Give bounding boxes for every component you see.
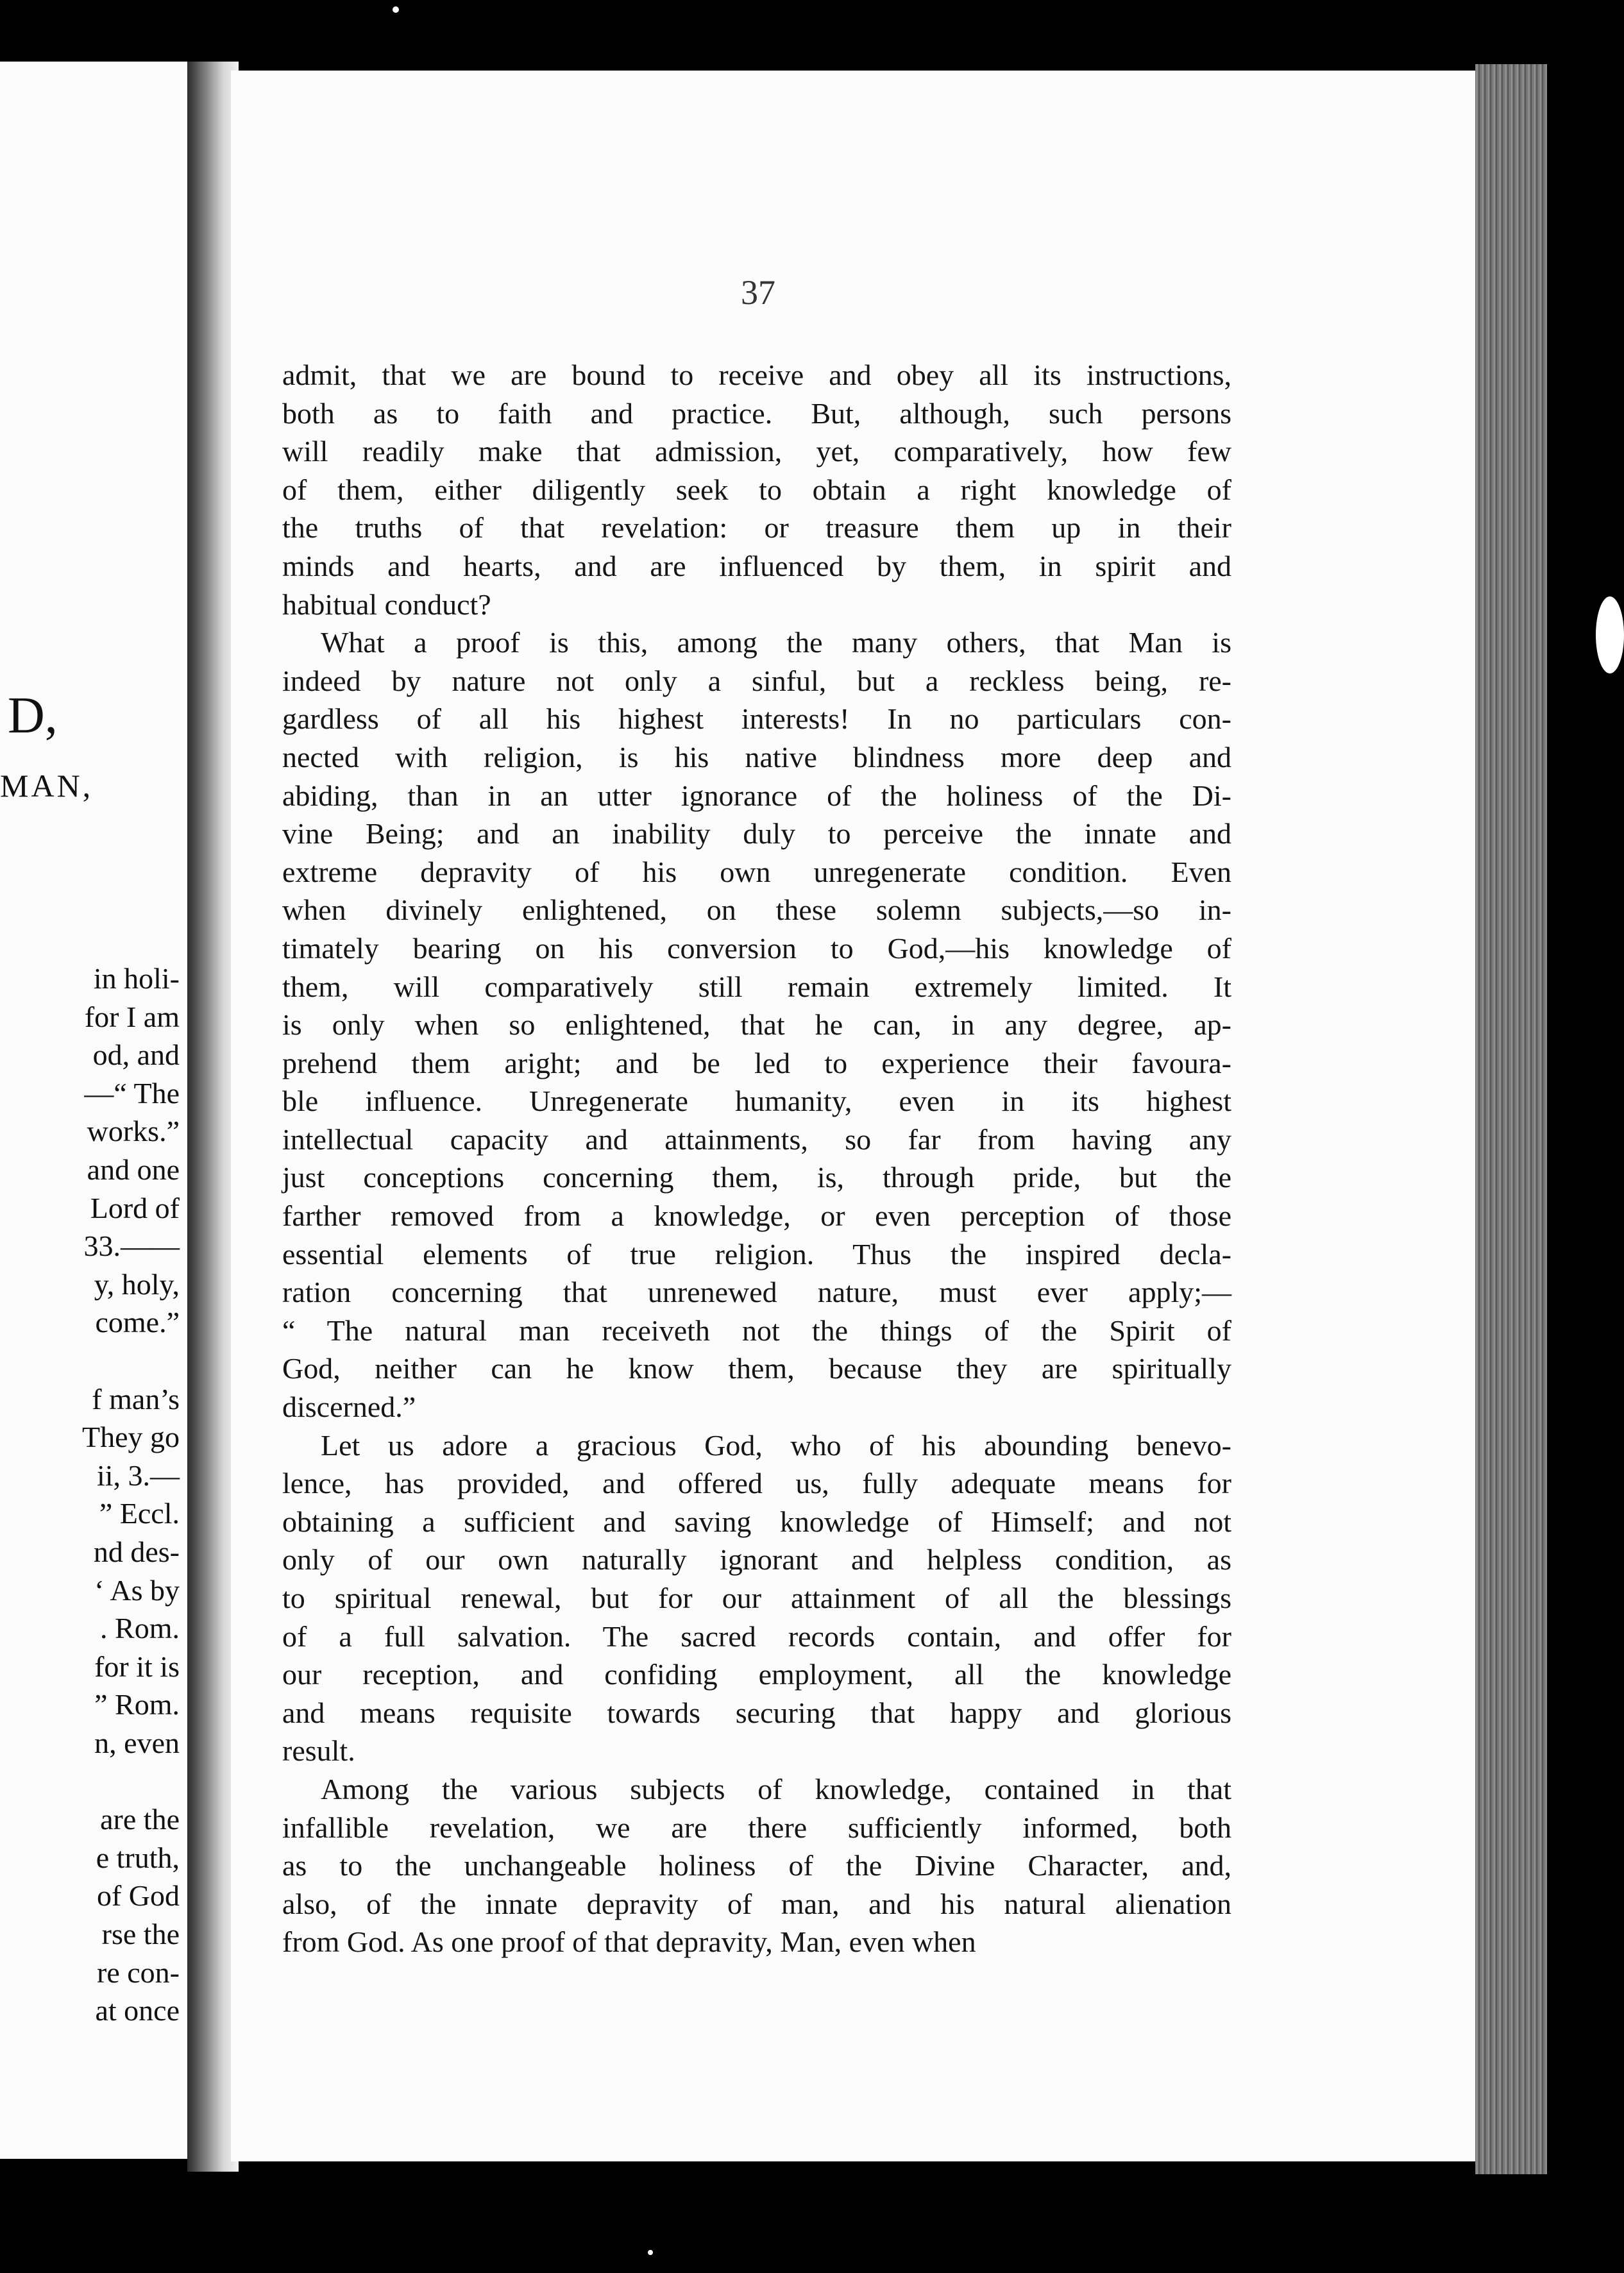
- text-line: is only when so enlightened, that he can, in any degree, ap-: [282, 1008, 1231, 1042]
- text-line: our reception, and confiding employment, all the knowledge: [282, 1658, 1231, 1691]
- text-line: ration concerning that unrenewed nature, must ever apply;—: [282, 1276, 1231, 1309]
- text-line: from God. As one proof of that depravity, Man, even when: [282, 1925, 976, 1959]
- text-line: minds and hearts, and are influenced by them, in spirit and: [282, 549, 1231, 582]
- left-text-fragment: 33.——: [83, 1229, 180, 1263]
- left-text-fragment: n, even: [94, 1727, 180, 1759]
- text-line: infallible revelation, we are there sufficiently informed, both: [282, 1811, 1231, 1844]
- text-line: indeed by nature not only a sinful, but a reckless being, re-: [282, 664, 1231, 697]
- text-line: both as to faith and practice. But, although, such persons: [282, 396, 1231, 430]
- text-line: obtaining a sufficient and saving knowledge of Himself; and not: [282, 1505, 1231, 1538]
- left-subheading-fragment: MAN,: [0, 768, 94, 804]
- text-line: to spiritual renewal, but for our attainment of all the blessings: [282, 1582, 1231, 1614]
- text-line: and means requisite towards securing that happy and glorious: [282, 1696, 1231, 1729]
- text-line: vine Being; and an inability duly to perceive the innate and: [282, 817, 1231, 850]
- text-line: Let us adore a gracious God, who of his abounding benevo-: [321, 1428, 1231, 1462]
- paragraph: [282, 1770, 1231, 1961]
- text-line: them, will comparatively still remain extremely limited. It: [282, 970, 1231, 1003]
- text-line: What a proof is this, among the many others, that Man is: [321, 626, 1231, 659]
- text-line: habitual conduct?: [282, 587, 491, 621]
- left-text-fragment: ii, 3.—: [96, 1458, 180, 1492]
- text-line: will readily make that admission, yet, comparatively, how few: [282, 435, 1231, 468]
- text-line: ble influence. Unregenerate humanity, even in its highest: [282, 1085, 1231, 1118]
- text-line: also, of the innate depravity of man, and his natural alienation: [282, 1887, 1231, 1920]
- text-line: when divinely enlightened, on these solemn subjects,—so in-: [282, 893, 1231, 927]
- left-text-fragment: for I am: [84, 1000, 180, 1033]
- text-line: farther removed from a knowledge, or even perception of those: [282, 1199, 1231, 1233]
- text-line: abiding, than in an utter ignorance of the holiness of the Di-: [282, 779, 1231, 812]
- left-text-fragment: of God: [96, 1879, 180, 1913]
- left-text-fragment: Lord of: [90, 1191, 180, 1224]
- text-line: intellectual capacity and attainments, so far from having any: [282, 1122, 1231, 1156]
- text-line: of a full salvation. The sacred records contain, and offer for: [282, 1619, 1231, 1653]
- text-line: timately bearing on his conversion to God,—his knowledge of: [282, 931, 1231, 965]
- left-text-fragment: —“ The: [84, 1076, 180, 1110]
- left-text-fragment: f man’s: [92, 1382, 180, 1415]
- text-line: “ The natural man receiveth not the things of the Spirit of: [282, 1314, 1231, 1347]
- left-text-fragment: and one: [87, 1153, 180, 1186]
- left-text-fragment: ‘ As by: [94, 1573, 180, 1607]
- left-text-fragment: re con-: [97, 1956, 180, 1989]
- left-text-fragment: ” Eccl.: [99, 1497, 180, 1530]
- page-number: 37: [741, 273, 775, 312]
- text-line: essential elements of true religion. Thus the inspired decla-: [282, 1237, 1231, 1271]
- left-text-fragment: y, holy,: [94, 1267, 180, 1301]
- scan-artifact: [1596, 596, 1624, 673]
- paragraph: [282, 623, 1231, 1426]
- text-line: lence, has provided, and offered us, fully adequate means for: [282, 1467, 1231, 1500]
- text-line: discerned.”: [282, 1390, 416, 1424]
- left-text-fragment: ” Rom.: [94, 1688, 180, 1721]
- left-text-fragment: e truth,: [96, 1841, 180, 1874]
- left-heading-fragment: D,: [8, 688, 58, 744]
- left-text-fragment: rse the: [101, 1918, 180, 1950]
- text-line: result.: [282, 1734, 355, 1768]
- paragraph: [282, 356, 1231, 623]
- text-line: gardless of all his highest interests! In no particulars con-: [282, 702, 1231, 736]
- scan-artifact: [648, 2250, 653, 2255]
- text-line: just conceptions concerning them, is, through pride, but the: [282, 1161, 1231, 1194]
- text-line: the truths of that revelation: or treasure them up in their: [282, 511, 1231, 545]
- left-text-fragment: in holi-: [93, 962, 180, 995]
- left-text-fragment: are the: [100, 1803, 180, 1836]
- left-text-fragment: works.”: [87, 1115, 180, 1148]
- left-page: [0, 62, 192, 2159]
- text-line: God, neither can he know them, because they are spiritually: [282, 1352, 1231, 1385]
- left-text-fragment: at once: [95, 1994, 180, 2027]
- text-line: as to the unchangeable holiness of the Divine Character, and,: [282, 1849, 1231, 1882]
- text-line: extreme depravity of his own unregenerate condition. Even: [282, 855, 1231, 888]
- text-line: admit, that we are bound to receive and obey all its instructions,: [282, 359, 1231, 391]
- left-text-fragment: nd des-: [93, 1535, 180, 1568]
- left-text-fragment: . Rom.: [100, 1612, 180, 1645]
- paragraph: [282, 1426, 1231, 1770]
- left-text-fragment: od, and: [92, 1038, 180, 1072]
- text-line: prehend them aright; and be led to experience their favoura-: [282, 1046, 1231, 1079]
- text-line: Among the various subjects of knowledge, contained in that: [321, 1772, 1231, 1805]
- left-text-fragment: for it is: [94, 1650, 180, 1683]
- page-edges: [1475, 64, 1547, 2174]
- page-body: [282, 356, 1231, 1961]
- left-text-fragment: They go: [81, 1421, 180, 1454]
- text-line: nected with religion, is his native blindness more deep and: [282, 740, 1231, 773]
- scan-artifact: [393, 6, 399, 13]
- left-text-fragment: come.”: [95, 1306, 180, 1339]
- text-line: only of our own naturally ignorant and helpless condition, as: [282, 1543, 1231, 1576]
- text-line: of them, either diligently seek to obtain a right knowledge of: [282, 473, 1231, 506]
